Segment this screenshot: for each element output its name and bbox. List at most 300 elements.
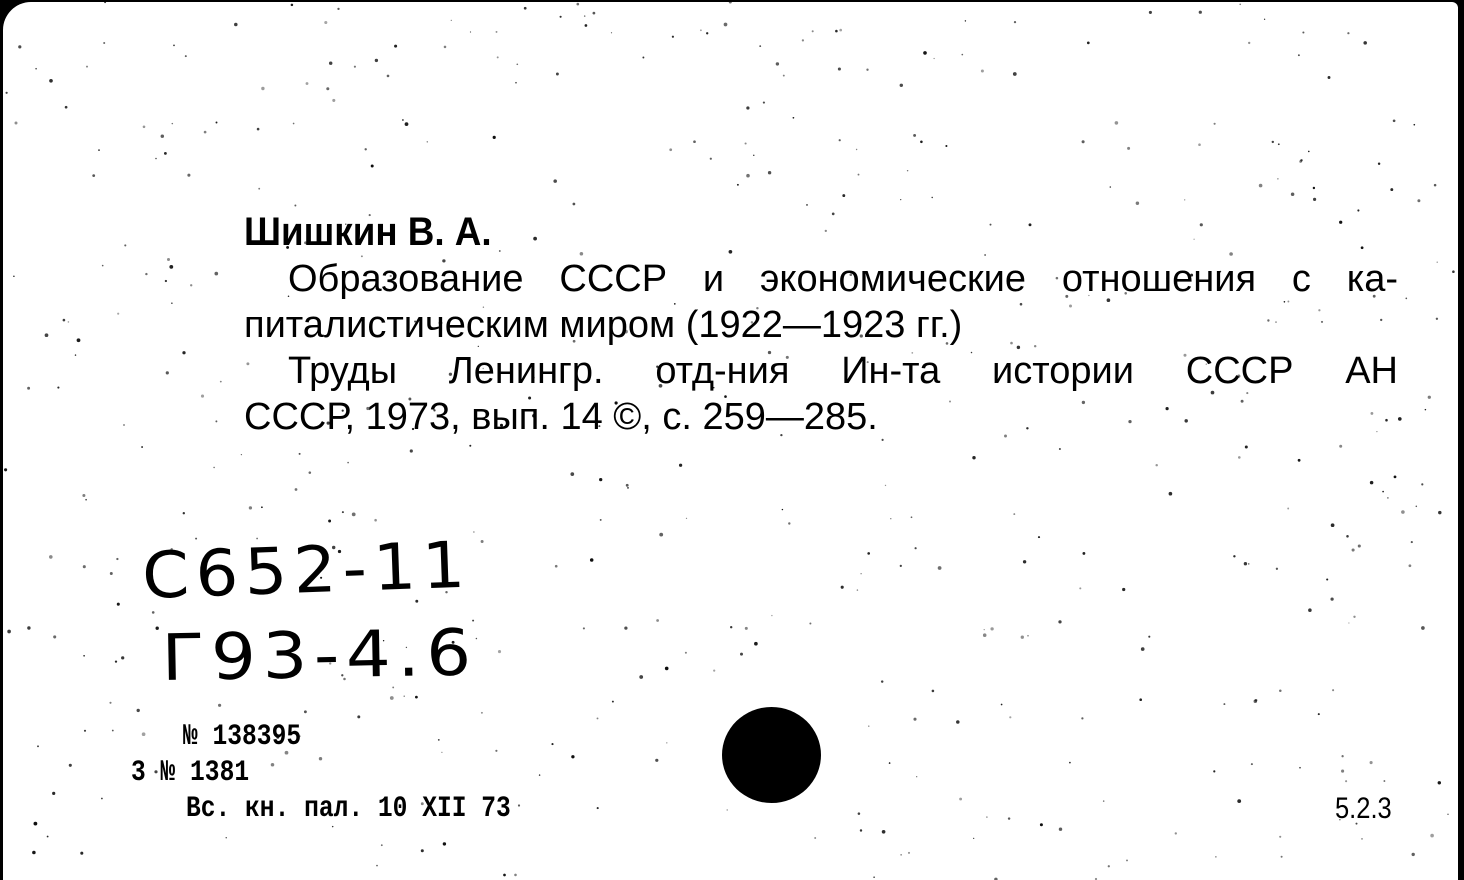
speckle-dot: [835, 30, 838, 33]
speckle-dot: [1017, 346, 1020, 349]
speckle-dot: [1272, 141, 1274, 143]
speckle-dot: [218, 704, 221, 707]
speckle-dot: [1452, 270, 1455, 273]
speckle-dot: [1136, 201, 1139, 204]
speckle-dot: [1387, 497, 1389, 499]
speckle-dot: [381, 844, 383, 846]
speckle-dot: [496, 31, 498, 33]
speckle-dot: [1259, 184, 1263, 188]
speckle-dot: [357, 715, 360, 718]
speckle-dot: [116, 558, 118, 560]
speckle-dot: [204, 131, 207, 134]
speckle-dot: [1169, 492, 1173, 496]
speckle-dot: [1126, 859, 1128, 861]
speckle-dot: [53, 635, 56, 638]
speckle-dot: [1008, 817, 1010, 819]
speckle-dot: [104, 2, 106, 3]
speckle-dot: [257, 128, 260, 131]
speckle-dot: [626, 484, 629, 487]
speckle-dot: [949, 401, 951, 403]
speckle-dot: [1248, 563, 1250, 565]
speckle-dot: [666, 742, 667, 743]
speckle-dot: [332, 826, 333, 827]
speckle-dot: [166, 371, 169, 374]
speckle-dot: [938, 566, 942, 570]
speckle-dot: [182, 351, 185, 354]
speckle-dot: [365, 148, 367, 150]
speckle-dot: [627, 487, 629, 489]
speckle-dot: [156, 627, 159, 630]
speckle-dot: [214, 272, 218, 276]
speckle-dot: [524, 7, 527, 10]
speckle-dot: [215, 420, 217, 422]
speckle-dot: [1248, 42, 1250, 44]
speckle-dot: [1108, 865, 1110, 867]
accession-number: № 138395: [183, 720, 302, 754]
speckle-dot: [639, 675, 643, 679]
speckle-dot: [1321, 321, 1323, 323]
speckle-dot: [77, 338, 81, 342]
speckle-dot: [155, 158, 157, 160]
speckle-dot: [1328, 76, 1331, 79]
speckle-dot: [498, 650, 501, 653]
speckle-dot: [900, 565, 902, 567]
speckle-dot: [241, 454, 242, 455]
speckle-dot: [376, 865, 378, 867]
speckle-dot: [802, 39, 804, 41]
speckle-dot: [499, 250, 501, 252]
speckle-dot: [679, 464, 682, 467]
speckle-dot: [945, 145, 947, 147]
speckle-dot: [745, 627, 748, 630]
speckle-dot: [908, 852, 910, 854]
speckle-dot: [838, 67, 841, 70]
speckle-dot: [1278, 143, 1280, 145]
speckle-dot: [900, 854, 901, 855]
speckle-dot: [737, 184, 739, 186]
source-word: АН: [1345, 350, 1398, 392]
speckle-dot: [1341, 770, 1344, 773]
speckle-dot: [809, 622, 811, 624]
speckle-dot: [1139, 698, 1142, 701]
speckle-dot: [612, 701, 614, 703]
speckle-dot: [1027, 635, 1029, 637]
speckle-dot: [814, 837, 816, 839]
speckle-dot: [47, 836, 49, 838]
speckle-dot: [839, 29, 842, 32]
speckle-dot: [931, 197, 932, 198]
speckle-dot: [1264, 19, 1265, 20]
speckle-dot: [1103, 800, 1104, 801]
speckle-dot: [497, 56, 499, 58]
speckle-dot: [1238, 456, 1241, 459]
speckle-dot: [326, 87, 329, 90]
speckle-dot: [141, 446, 143, 448]
speckle-dot: [768, 171, 771, 174]
speckle-dot: [32, 851, 36, 855]
speckle-dot: [295, 488, 298, 491]
speckle-dot: [15, 122, 18, 125]
speckle-dot: [1421, 483, 1423, 485]
speckle-dot: [1059, 827, 1062, 830]
title-line-2: питалистическим миром (1922—1923 гг.): [244, 304, 963, 346]
speckle-dot: [304, 710, 307, 713]
speckle-dot: [597, 807, 599, 809]
speckle-dot: [685, 652, 687, 654]
speckle-dot: [481, 540, 484, 543]
speckle-dot: [1434, 184, 1437, 187]
speckle-dot: [271, 763, 275, 767]
speckle-dot: [1284, 301, 1286, 303]
speckle-dot: [624, 626, 627, 629]
speckle-dot: [555, 565, 558, 568]
speckle-dot: [984, 254, 986, 256]
speckle-dot: [1352, 548, 1355, 551]
speckle-dot: [933, 58, 934, 59]
speckle-dot: [1298, 54, 1300, 56]
speckle-dot: [49, 79, 53, 83]
speckle-dot: [1438, 781, 1441, 784]
speckle-dot: [583, 627, 585, 629]
speckle-dot: [1390, 188, 1393, 191]
speckle-dot: [1013, 72, 1017, 76]
speckle-dot: [1184, 419, 1187, 422]
speckle-dot: [873, 876, 874, 877]
speckle-dot: [923, 51, 927, 55]
speckle-dot: [354, 66, 356, 68]
speckle-dot: [337, 8, 339, 10]
speckle-dot: [1213, 770, 1215, 772]
speckle-dot: [394, 45, 397, 48]
speckle-dot: [27, 387, 30, 390]
speckle-dot: [656, 619, 659, 622]
speckle-dot: [1251, 763, 1253, 765]
speckle-dot: [261, 506, 263, 508]
speckle-dot: [856, 149, 857, 150]
speckle-dot: [1361, 246, 1364, 249]
speckle-dot: [868, 725, 869, 726]
speckle-dot: [745, 142, 747, 144]
speckle-dot: [1193, 239, 1194, 240]
speckle-dot: [585, 24, 588, 27]
speckle-dot: [857, 589, 858, 590]
speckle-dot: [981, 69, 984, 72]
speckle-dot: [580, 252, 584, 256]
speckle-dot: [258, 188, 260, 190]
speckle-dot: [1380, 319, 1382, 321]
speckle-dot: [503, 874, 506, 877]
speckle-dot: [1353, 616, 1355, 618]
speckle-dot: [1339, 221, 1342, 224]
speckle-dot: [361, 255, 363, 257]
speckle-dot: [1215, 856, 1216, 857]
speckle-dot: [1014, 21, 1016, 23]
speckle-dot: [1363, 41, 1367, 45]
speckle-dot: [1299, 767, 1301, 769]
speckle-dot: [890, 518, 891, 519]
speckle-dot: [1127, 147, 1130, 150]
speckle-dot: [1318, 309, 1320, 311]
speckle-dot: [1361, 838, 1362, 839]
source-word: Ин-та: [841, 350, 941, 392]
speckle-dot: [68, 321, 70, 323]
speckle-dot: [1200, 223, 1203, 226]
title-word: Образование: [288, 258, 524, 300]
speckle-dot: [75, 354, 76, 355]
speckle-dot: [1122, 588, 1125, 591]
speckle-dot: [332, 99, 335, 102]
speckle-dot: [161, 134, 164, 137]
speckle-dot: [27, 626, 30, 629]
speckle-dot: [328, 520, 331, 523]
speckle-dot: [1298, 459, 1301, 462]
speckle-dot: [1110, 186, 1112, 188]
speckle-dot: [65, 106, 68, 109]
speckle-dot: [1029, 223, 1032, 226]
speckle-dot: [167, 258, 170, 261]
speckle-dot: [347, 462, 349, 464]
speckle-dot: [1069, 762, 1071, 764]
speckle-dot: [1308, 151, 1310, 153]
speckle-dot: [1416, 506, 1418, 508]
speckle-dot: [539, 774, 540, 775]
speckle-dot: [1009, 716, 1011, 718]
speckle-dot: [1376, 431, 1377, 432]
speckle-dot: [45, 333, 49, 337]
speckle-dot: [1184, 199, 1185, 200]
speckle-dot: [1425, 409, 1427, 411]
speckle-dot: [1058, 620, 1061, 623]
speckle-dot: [1436, 318, 1438, 320]
speckle-dot: [729, 2, 732, 4]
speckle-dot: [584, 15, 585, 16]
speckle-dot: [1155, 464, 1157, 466]
speckle-dot: [885, 485, 886, 486]
speckle-dot: [18, 45, 21, 48]
speckle-dot: [659, 533, 663, 537]
speckle-dot: [5, 92, 7, 94]
speckle-dot: [112, 730, 114, 732]
speckle-dot: [84, 730, 86, 732]
speckle-dot: [390, 696, 394, 700]
speckle-dot: [724, 23, 728, 27]
speckle-dot: [1233, 555, 1235, 557]
source-word: Ленингр.: [448, 350, 604, 392]
speckle-dot: [1276, 568, 1278, 570]
speckle-dot: [470, 31, 471, 32]
speckle-dot: [234, 23, 238, 27]
speckle-dot: [1421, 626, 1425, 630]
speckle-dot: [473, 531, 474, 532]
speckle-dot: [1241, 400, 1244, 403]
speckle-dot: [961, 54, 963, 56]
speckle-dot: [669, 148, 672, 151]
speckle-dot: [1394, 476, 1397, 479]
speckle-dot: [920, 141, 923, 144]
speckle-dot: [481, 712, 483, 714]
speckle-dot: [793, 117, 795, 119]
speckle-dot: [959, 798, 962, 801]
speckle-dot: [700, 29, 702, 31]
speckle-dot: [590, 558, 594, 562]
speckle-dot: [124, 244, 126, 246]
speckle-dot: [329, 61, 332, 64]
speckle-dot: [965, 20, 966, 21]
speckle-dot: [246, 362, 249, 365]
classification-code: 5.2.3: [1335, 792, 1392, 825]
speckle-dot: [352, 513, 356, 517]
speckle-dot: [1279, 689, 1282, 692]
speckle-dot: [1128, 420, 1131, 423]
speckle-dot: [410, 449, 413, 452]
speckle-dot: [1020, 303, 1023, 306]
speckle-dot: [173, 45, 175, 47]
speckle-dot: [1149, 11, 1152, 14]
speckle-dot: [1302, 31, 1304, 33]
speckle-dot: [672, 36, 674, 38]
speckle-dot: [1412, 853, 1415, 856]
speckle-dot: [1245, 446, 1248, 449]
speckle-dot: [1300, 159, 1302, 161]
speckle-dot: [915, 547, 917, 549]
speckle-dot: [1087, 42, 1090, 45]
speckle-dot: [142, 732, 146, 736]
speckle-dot: [1021, 636, 1024, 639]
speckle-dot: [593, 12, 596, 15]
speckle-dot: [763, 102, 765, 104]
speckle-dot: [984, 629, 985, 630]
speckle-dot: [102, 265, 104, 267]
source-line-1: [288, 350, 1398, 393]
speckle-dot: [1198, 143, 1201, 146]
speckle-dot: [858, 174, 860, 176]
speckle-dot: [441, 752, 442, 753]
speckle-dot: [1082, 552, 1085, 555]
speckle-dot: [900, 84, 903, 87]
speckle-dot: [1348, 622, 1349, 623]
speckle-dot: [427, 141, 428, 142]
order-number: 3 № 1381: [131, 756, 250, 790]
speckle-dot: [1223, 703, 1225, 705]
speckle-dot: [573, 203, 576, 206]
title-word: и: [702, 258, 725, 300]
speckle-dot: [294, 205, 296, 207]
speckle-dot: [882, 439, 884, 441]
speckle-dot: [261, 87, 264, 90]
speckle-dot: [1013, 513, 1015, 515]
speckle-dot: [121, 656, 124, 659]
speckle-dot: [842, 194, 845, 197]
speckle-dot: [686, 518, 687, 519]
speckle-dot: [986, 816, 987, 817]
speckle-dot: [1069, 305, 1072, 308]
speckle-dot: [754, 642, 758, 646]
speckle-dot: [342, 511, 344, 513]
speckle-dot: [1199, 11, 1202, 14]
speckle-dot: [551, 743, 553, 745]
speckle-dot: [1239, 4, 1241, 6]
speckle-dot: [911, 516, 913, 518]
speckle-dot: [109, 702, 111, 704]
speckle-dot: [577, 3, 580, 6]
source-word: СССР: [1185, 350, 1294, 392]
speckle-dot: [597, 717, 599, 719]
speckle-dot: [1026, 427, 1028, 429]
title-word: экономические: [760, 258, 1026, 300]
speckle-dot: [216, 122, 218, 124]
speckle-dot: [956, 720, 960, 724]
speckle-dot: [1430, 834, 1434, 838]
speckle-dot: [183, 512, 185, 514]
speckle-dot: [1339, 445, 1342, 448]
speckle-dot: [137, 709, 140, 712]
speckle-dot: [86, 66, 88, 68]
speckle-dot: [1398, 417, 1402, 421]
speckle-dot: [117, 313, 119, 315]
speckle-dot: [117, 603, 120, 606]
speckle-dot: [387, 75, 390, 78]
speckle-dot: [1378, 163, 1380, 165]
speckle-dot: [516, 63, 518, 65]
speckle-dot: [190, 284, 192, 286]
speckle-dot: [730, 626, 732, 628]
speckle-dot: [655, 759, 658, 762]
title-word: СССР: [559, 258, 668, 300]
speckle-dot: [201, 395, 204, 398]
speckle-dot: [972, 456, 975, 459]
speckle-dot: [249, 506, 252, 509]
speckle-dot: [759, 45, 761, 47]
speckle-dot: [782, 509, 783, 510]
speckle-dot: [82, 494, 85, 497]
speckle-dot: [1082, 401, 1085, 404]
speckle-dot: [1010, 342, 1013, 345]
speckle-dot: [451, 20, 452, 21]
speckle-dot: [92, 174, 95, 177]
speckle-dot: [35, 68, 37, 70]
speckle-dot: [1255, 699, 1258, 702]
speckle-dot: [1237, 799, 1241, 803]
speckle-dot: [1346, 535, 1349, 538]
speckle-dot: [600, 519, 602, 521]
speckle-dot: [1332, 689, 1334, 691]
speckle-dot: [171, 303, 172, 304]
speckle-dot: [291, 4, 294, 7]
speckle-dot: [375, 59, 378, 62]
speckle-dot: [1229, 252, 1233, 256]
handwritten-shelfmark-1: C652-11: [141, 528, 473, 614]
speckle-dot: [746, 106, 749, 109]
speckle-dot: [860, 573, 861, 574]
speckle-dot: [421, 849, 424, 852]
speckle-dot: [404, 696, 405, 697]
speckle-dot: [1385, 419, 1388, 422]
speckle-dot: [83, 565, 86, 568]
speckle-dot: [713, 669, 715, 671]
speckle-dot: [1326, 578, 1328, 580]
speckle-dot: [83, 655, 85, 657]
speckle-dot: [889, 762, 891, 764]
punch-hole: [722, 707, 821, 803]
speckle-dot: [900, 199, 901, 200]
speckle-dot: [1040, 823, 1043, 826]
speckle-dot: [1081, 717, 1083, 719]
speckle-dot: [319, 757, 322, 760]
speckle-dot: [746, 174, 750, 178]
speckle-dot: [1318, 713, 1320, 715]
speckle-dot: [839, 139, 841, 141]
speckle-dot: [1291, 193, 1295, 197]
